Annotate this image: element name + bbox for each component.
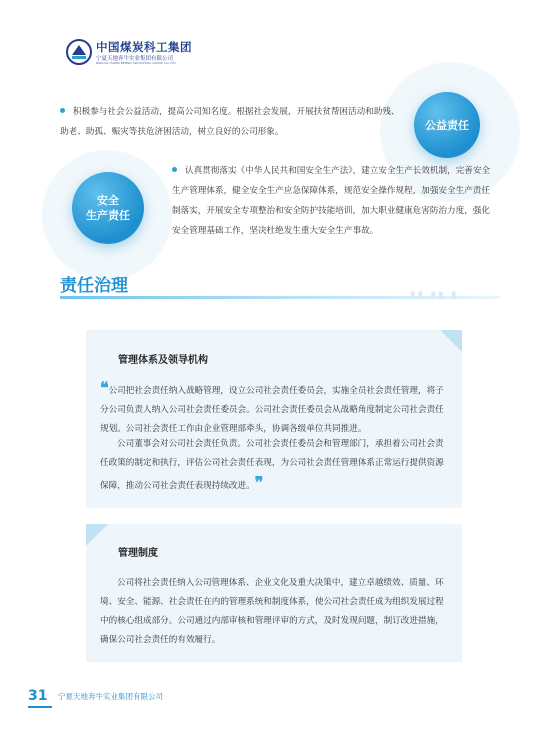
safety-text: 认真贯彻落实《中华人民共和国安全生产法》，建立安全生产长效机制，完善安全生产管理体系，健全安全生产应急保障体系，规范安全操作规程，加强安全生产责任制落实，开展安全专项整治和安全防护技能培训，加大职业健康危害防治力度，强化安全管理基础工作，坚决杜绝发生重大安全生产事故。 (172, 166, 491, 236)
bullet-icon (172, 167, 177, 172)
footer-underline (28, 706, 52, 708)
card1-corner-icon (440, 330, 462, 352)
section-title: 责任治理 (60, 276, 128, 296)
safety-badge: 安全 生产责任 (72, 172, 144, 244)
section-title-decoration: ▮▮ ▮▮ ▮ (410, 290, 459, 301)
card2-text: 公司将社会责任纳入公司管理体系、企业文化及重大决策中，建立卓越绩效、质量、环境、安全、能源、社会责任在内的管理系统和制度体系，使公司社会责任成为组织发展过程中的核心组成部分。公司通过内部审核和管理评审的方式，及时发现问题，制订改进措施，确保公司社会责任的有效履行。 (100, 578, 444, 645)
public-welfare-text: 积极参与社会公益活动，提高公司知名度。根据社会发展，开展扶贫帮困活动和助残、助老、助孤、赈灾等扶危济困活动，树立良好的公司形象。 (60, 107, 400, 137)
card2-corner-icon (86, 524, 108, 546)
logo-english: NINGXIA TIANDI BENNIU INDUSTRIAL GROUP CO.,LTD (96, 61, 176, 65)
card1-para2: 公司董事会对公司社会责任负责。公司社会责任委员会和管理部门，承担着公司社会责任政策的制定和执行，评估公司社会责任表现，为公司社会责任管理体系正常运行提供资源保障，推动公司社会责任表现持续改进。❞ (100, 439, 444, 492)
close-quote-icon: ❞ (254, 473, 264, 492)
card2-title: 管理制度 (118, 548, 158, 559)
page-number: 31 (28, 688, 48, 704)
footer-company: 宁夏天地奔牛实业集团有限公司 (58, 692, 163, 701)
open-quote-icon: ❝ (100, 378, 109, 397)
card1-title: 管理体系及领导机构 (118, 355, 208, 366)
logo-name: 中国煤炭科工集团 (96, 40, 192, 54)
logo-mark-icon (66, 39, 92, 65)
public-welfare-badge: 公益责任 (414, 92, 480, 158)
bullet-icon (60, 108, 65, 113)
company-logo (66, 37, 216, 67)
card1-para1: ❝公司把社会责任纳入战略管理，设立公司社会责任委员会，实施全员社会责任管理，将子分公司负责人纳入公司社会责任委员会。公司社会责任委员会从战略角度制定公司社会责任规划。公司社会责任工作由企业管理部牵头，协调各级单位共同推进。 (100, 378, 444, 434)
logo-subtitle: 宁夏天地奔牛实业集团有限公司 (96, 56, 174, 62)
